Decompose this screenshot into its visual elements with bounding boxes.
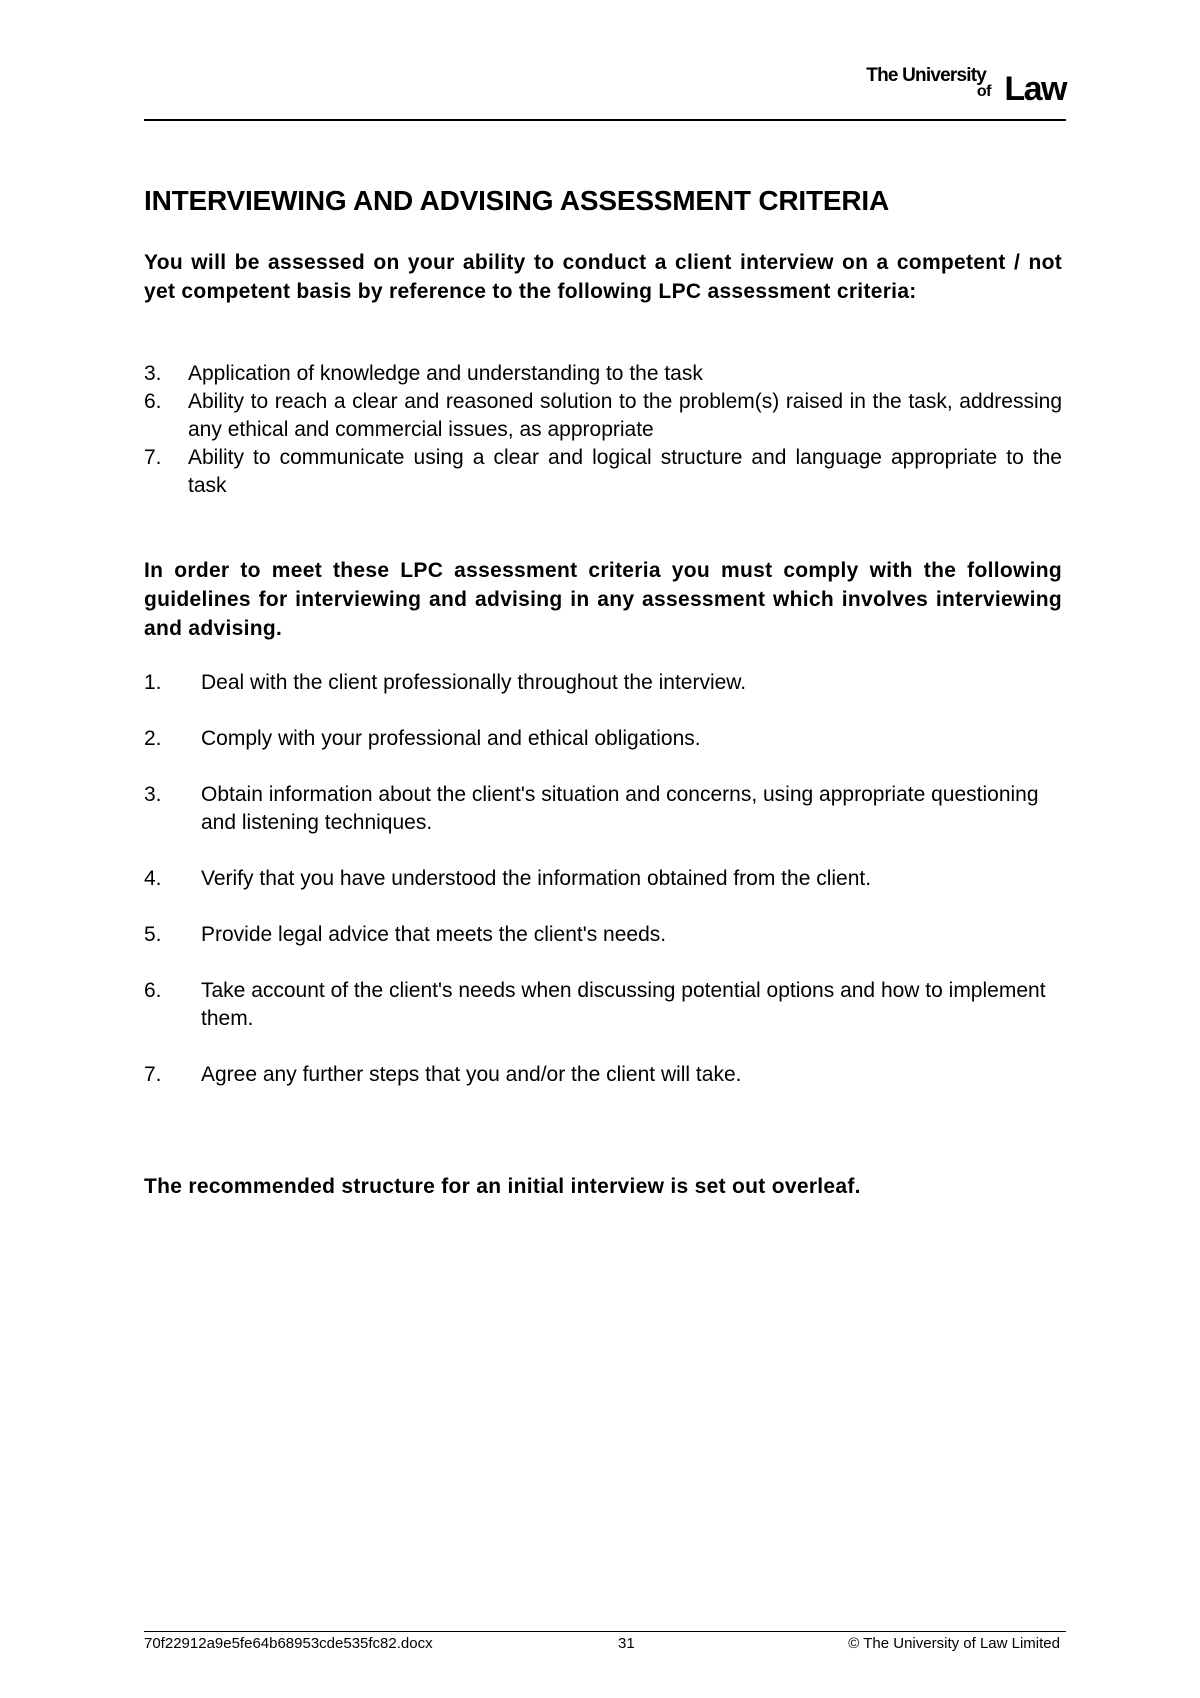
list-item-text: Verify that you have understood the information obtained from the client.	[201, 867, 872, 890]
list-item-text: Agree any further steps that you and/or the client will take.	[201, 1063, 742, 1086]
logo-line-3: Law	[1004, 70, 1066, 108]
list-item	[144, 725, 1062, 753]
closing-note: The recommended structure for an initial interview is set out overleaf.	[144, 1175, 861, 1198]
list-item-number: 6.	[144, 390, 162, 413]
footer-copyright: © The University of Law Limited	[848, 1635, 1060, 1652]
list-item	[144, 669, 1062, 697]
list-item-text: Ability to communicate using a clear and logical structure and language appropriate to the task	[188, 446, 1062, 497]
list-item	[144, 360, 1062, 388]
intro-paragraph: You will be assessed on your ability to conduct a client interview on a competent / not yet competent basis by reference to the following LPC assessment criteria:	[144, 251, 1062, 303]
list-item-number: 4.	[144, 867, 162, 890]
list-item-number: 7.	[144, 1063, 162, 1086]
list-item-text: Take account of the client's needs when discussing potential options and how to implement them.	[201, 979, 1046, 1030]
list-item-text: Ability to reach a clear and reasoned solution to the problem(s) raised in the task, addressing any ethical and commercial issues, as appropriate	[188, 390, 1062, 441]
list-item	[144, 444, 1062, 500]
list-item-text: Comply with your professional and ethical obligations.	[201, 727, 701, 750]
list-item-number: 3.	[144, 783, 162, 806]
university-logo	[856, 66, 1066, 108]
list-item-text: Provide legal advice that meets the client's needs.	[201, 923, 667, 946]
list-item-number: 5.	[144, 923, 162, 946]
page-title: INTERVIEWING AND ADVISING ASSESSMENT CRITERIA	[144, 185, 889, 216]
list-item	[144, 388, 1062, 444]
header-divider	[144, 119, 1066, 121]
guidelines-list	[144, 669, 1062, 1117]
logo-line-1: The University	[866, 65, 986, 86]
logo-line-2: of	[976, 83, 991, 100]
list-item-text: Obtain information about the client's situation and concerns, using appropriate questioning and listening techniques.	[201, 783, 1039, 834]
list-item	[144, 865, 1062, 893]
list-item	[144, 781, 1062, 837]
list-item-number: 6.	[144, 979, 162, 1002]
list-item	[144, 921, 1062, 949]
list-item-number: 7.	[144, 446, 162, 469]
list-item-text: Application of knowledge and understanding to the task	[188, 362, 703, 385]
guidance-paragraph: In order to meet these LPC assessment criteria you must comply with the following guidelines for interviewing and advising in any assessment which involves interviewing and advising.	[144, 559, 1062, 640]
footer-divider	[144, 1631, 1066, 1632]
list-item-text: Deal with the client professionally throughout the interview.	[201, 671, 747, 694]
list-item	[144, 1061, 1062, 1089]
footer-filename: 70f22912a9e5fe64b68953cde535fc82.docx	[144, 1635, 433, 1652]
list-item	[144, 977, 1062, 1033]
criteria-list	[144, 360, 1062, 500]
page-footer	[144, 1634, 1066, 1654]
page-number: 31	[618, 1635, 635, 1652]
list-item-number: 2.	[144, 727, 162, 750]
list-item-number: 3.	[144, 362, 162, 385]
list-item-number: 1.	[144, 671, 162, 694]
